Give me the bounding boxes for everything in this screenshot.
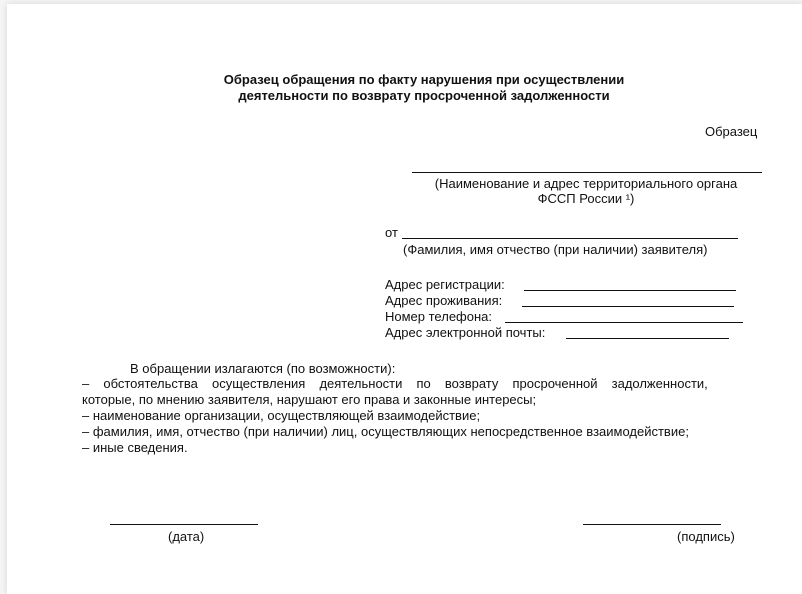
body-item-4: – иные сведения. bbox=[82, 440, 188, 455]
recipient-fill-line[interactable] bbox=[412, 172, 762, 173]
email-fill-line[interactable] bbox=[566, 338, 729, 339]
phone-fill-line[interactable] bbox=[505, 322, 743, 323]
recipient-caption-line-1: (Наименование и адрес территориального органа bbox=[434, 176, 738, 191]
title-line-2: деятельности по возврату просроченной задолженности bbox=[238, 88, 610, 103]
body-item-1-line-1: – обстоятельства осуществления деятельности по возврату просроченной задолженности, bbox=[82, 376, 708, 391]
body-item-2: – наименование организации, осуществляющей взаимодействие; bbox=[82, 408, 481, 423]
phone-label: Номер телефона: bbox=[385, 309, 492, 324]
residence-address-fill-line[interactable] bbox=[522, 306, 734, 307]
body-intro: В обращении излагаются (по возможности): bbox=[130, 361, 396, 376]
sample-label: Образец bbox=[705, 124, 758, 139]
document-title bbox=[0, 72, 802, 104]
signature-caption: (подпись) bbox=[677, 529, 735, 544]
applicant-caption: (Фамилия, имя отчество (при наличии) заявителя) bbox=[403, 242, 708, 257]
signature-fill-line[interactable] bbox=[583, 524, 721, 525]
applicant-name-fill-line[interactable] bbox=[402, 238, 738, 239]
title-line-1: Образец обращения по факту нарушения при осуществлении bbox=[223, 72, 625, 87]
registration-address-label: Адрес регистрации: bbox=[385, 277, 505, 292]
date-caption: (дата) bbox=[168, 529, 205, 544]
body-item-3: – фамилия, имя, отчество (при наличии) лиц, осуществляющих непосредственное взаимодействие; bbox=[82, 424, 689, 439]
residence-address-label: Адрес проживания: bbox=[385, 293, 503, 308]
body-item-1-line-2: которые, по мнению заявителя, нарушают его права и законные интересы; bbox=[82, 392, 537, 407]
from-label: от bbox=[385, 225, 398, 240]
registration-address-fill-line[interactable] bbox=[524, 290, 736, 291]
recipient-caption bbox=[405, 176, 767, 206]
recipient-caption-line-2: ФССП России ¹) bbox=[537, 191, 635, 206]
email-label: Адрес электронной почты: bbox=[385, 325, 546, 340]
date-fill-line[interactable] bbox=[110, 524, 258, 525]
